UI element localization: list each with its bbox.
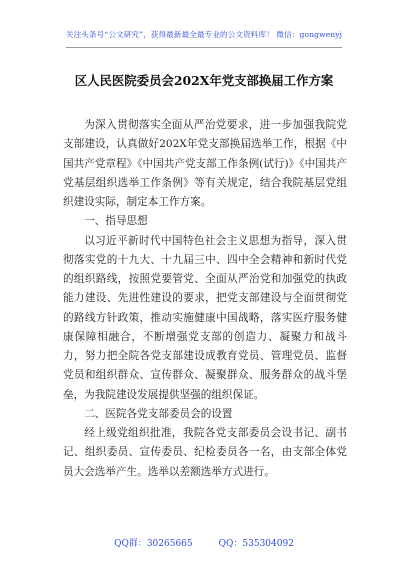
- paragraph-guiding-ideology: 以习近平新时代中国特色社会主义思想为指导，深入贯彻落实党的十九大、十九届三中、四中全会精神和新时代党的组织路线，按照党要管党、全面从严治党和加强党的执政能力建设、先进性建设的要求，把党支部建设与全面贯彻党的路线方针政策，推动实施健康中国战略，落实医疗服务健康保障相融合，不断增强党支部的创造力、凝聚力和战斗力，努力把全院各党支部建设成教育党员、管理党员、监督党员和组织群众、宣传群众、凝聚群众、服务群众的战斗堡垒，为我院建设发展提供坚强的组织保证。: [63, 234, 347, 401]
- header-divider: [66, 47, 342, 48]
- paragraph-intro: 为深入贯彻落实全面从严治党要求，进一步加强我院党支部建设，认真做好202X年党支部换届选举工作，根据《中国共产党章程》《中国共产党支部工作条例(试行)》《中国共产党基层组织选举工作条例》等有关规定，结合我院基层党组织建设实际，制定本工作方案。: [63, 119, 347, 208]
- document-body: [63, 116, 347, 482]
- section-heading-committee-setup: 二、医院各党支部委员会的设置: [84, 407, 233, 420]
- footer-qq-number: QQ：535304092: [218, 539, 294, 549]
- paragraph-committee-setup: 经上级党组织批准，我院各党支部委员会设书记、副书记、组织委员、宣传委员、纪检委员各一名，由支部全体党员大会选举产生。选举以差额选举方式进行。: [63, 427, 347, 478]
- footer-contact: [0, 536, 408, 549]
- section-heading-guiding-ideology: 一、指导思想: [84, 215, 148, 228]
- header-promo-note: 关注头条号“公文研究”，获得最新最全最专业的公文资料库！ 微信：gongwenyj: [65, 30, 343, 39]
- footer-qq-group: QQ群：30265665: [114, 539, 193, 549]
- document-title: 区人民医院委员会202X年党支部换届工作方案: [74, 73, 334, 88]
